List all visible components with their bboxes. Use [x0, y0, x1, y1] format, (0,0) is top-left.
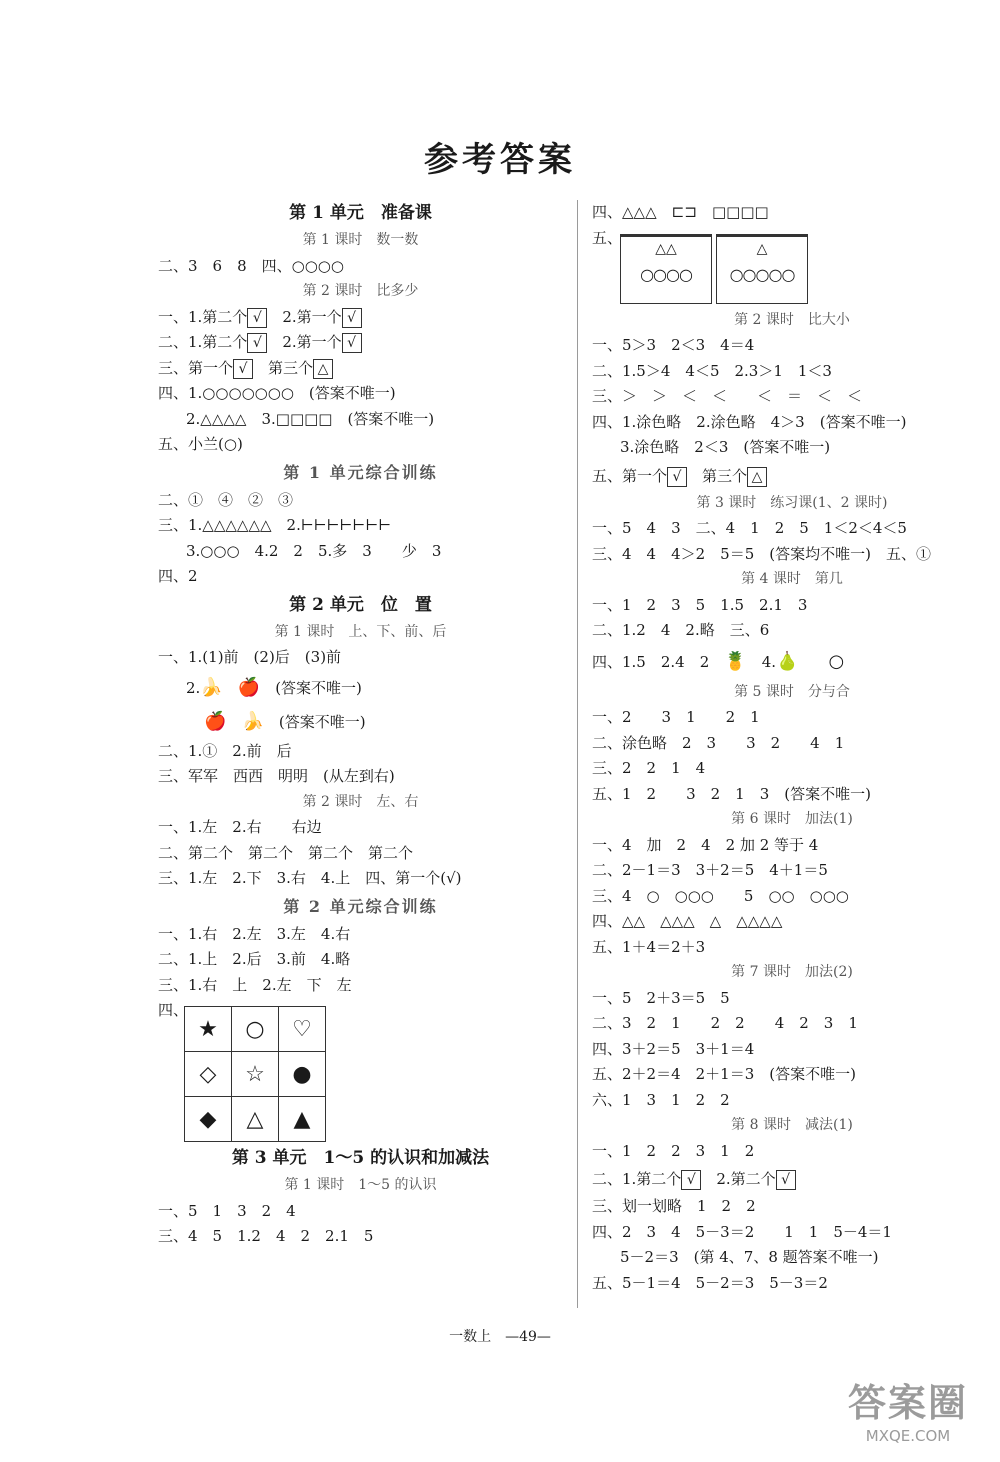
apple-icon: 🍎 — [204, 710, 227, 732]
check-box: √ — [342, 333, 362, 353]
answer-line: 四、3＋2＝5 3＋1＝4 — [592, 1039, 755, 1058]
check-box: √ — [342, 308, 362, 328]
grid-cell: ♡ — [279, 1007, 326, 1052]
triangle-box: △ — [313, 359, 333, 379]
answer-line: 二、3 6 8 四、○○○○ — [158, 256, 344, 275]
basket-triangles: △ — [756, 240, 768, 257]
grid-cell: ☆ — [232, 1052, 279, 1097]
answer-line: 三、军军 西西 明明 (从左到右) — [158, 767, 395, 785]
lesson-heading: 第 2 课时 比大小 — [734, 311, 850, 328]
answer-line — [592, 461, 992, 491]
check-box: √ — [776, 1170, 796, 1190]
answer-text: 四、1.5 2.4 2 — [592, 652, 710, 671]
answer-line: 五、1＋4＝2＋3 — [592, 937, 706, 956]
answer-line: 三、2 2 1 4 — [592, 759, 706, 777]
check-box: √ — [233, 359, 253, 379]
answer-line — [158, 330, 563, 356]
answer-text: 五、第一个 — [592, 466, 668, 485]
answer-text: 第三个 — [268, 358, 314, 377]
grid-cell: ◆ — [185, 1097, 232, 1142]
review-heading: 第 2 单元综合训练 — [283, 896, 438, 916]
answer-line — [158, 356, 563, 382]
answer-line: 二、1.5＞4 4＜5 2.3＞1 1＜3 — [592, 361, 832, 380]
pear-icon: 🍐 — [776, 650, 799, 672]
banana-icon: 🍌 — [200, 676, 223, 698]
answer-text: (答案不唯一) — [278, 712, 366, 731]
grid-cell: ● — [279, 1052, 326, 1097]
basket-circles: ○○○○○ — [729, 264, 795, 284]
answer-line — [158, 705, 563, 739]
shape-grid-row — [158, 998, 563, 1143]
answer-label: 五、 — [592, 228, 623, 247]
answer-text: 4. — [761, 652, 777, 671]
answer-line: 一、5 2＋3＝5 5 — [592, 988, 730, 1007]
basket-figure — [620, 234, 712, 304]
column-divider — [577, 200, 578, 1308]
answer-line — [592, 644, 992, 680]
answer-line: 三、＞ ＞ ＜ ＜ ＜ ＝ ＜ ＜ — [592, 387, 863, 405]
basket-circles: ○○○○ — [640, 264, 692, 284]
answer-line: 二、1.① 2.前 后 — [158, 741, 292, 760]
answer-line — [158, 305, 563, 331]
answer-line: 一、5 4 3 二、4 1 2 5 1＜2＜4＜5 — [592, 519, 907, 537]
answer-line: 一、2 3 1 2 1 — [592, 708, 760, 726]
grid-cell: ○ — [232, 1007, 279, 1052]
answer-text: 三、第一个 — [158, 358, 234, 377]
basket-figure — [716, 234, 808, 304]
answer-line: 四、2 3 4 5－3＝2 1 1 5－4＝1 — [592, 1222, 892, 1241]
answer-line: 四、2 — [158, 567, 198, 585]
lesson-heading: 第 4 课时 第几 — [741, 571, 843, 587]
check-box: √ — [247, 308, 267, 328]
answer-line: 二、2－1＝3 3＋2＝5 4＋1＝5 — [592, 861, 828, 879]
lesson-heading: 第 1 课时 上、下、前、后 — [274, 623, 447, 640]
answer-text: 第三个 — [702, 466, 748, 485]
right-column — [592, 200, 992, 1296]
answer-line: 三、4 4 4＞2 5＝5 (答案均不唯一) 五、① — [592, 544, 931, 563]
page-title: 参考答案 — [424, 140, 576, 180]
triangle-box: △ — [747, 467, 767, 487]
answer-text: 一、1.第二个 — [158, 307, 248, 326]
answer-line: 3.涂色略 2＜3 (答案不唯一) — [620, 438, 831, 456]
watermark-logo — [838, 1372, 978, 1445]
grid-cell: ★ — [185, 1007, 232, 1052]
lesson-heading: 第 7 课时 加法(2) — [731, 964, 853, 980]
lesson-heading: 第 1 课时 1～5 的认识 — [284, 1177, 437, 1193]
answer-text: 2.第一个 — [282, 307, 342, 326]
grid-cell: ◇ — [185, 1052, 232, 1097]
answer-line: 一、4 加 2 4 2 加 2 等于 4 — [592, 835, 819, 854]
lesson-heading: 第 5 课时 分与合 — [734, 683, 850, 700]
lesson-heading: 第 1 课时 数一数 — [302, 232, 419, 248]
check-box: √ — [247, 333, 267, 353]
answer-line — [592, 1164, 992, 1194]
answer-text: 2.第一个 — [282, 333, 342, 351]
apple-icon: 🍎 — [237, 676, 261, 698]
lesson-heading: 第 8 课时 减法(1) — [731, 1117, 853, 1133]
answer-text: 二、1.第二个 — [158, 333, 248, 351]
lesson-heading: 第 6 课时 加法(1) — [731, 811, 853, 827]
answer-line: 四、△△△ ⊏⊐ □□□□ — [592, 203, 769, 221]
answer-line: 3.○○○ 4.2 2 5.多 3 少 3 — [186, 541, 442, 560]
answer-line: 二、1.上 2.后 3.前 4.略 — [158, 950, 351, 968]
answer-line: 六、1 3 1 2 2 — [592, 1090, 730, 1109]
answer-line: 一、5 1 3 2 4 — [158, 1201, 296, 1220]
lesson-heading: 第 2 课时 左、右 — [302, 793, 419, 810]
grid-cell: ▲ — [279, 1097, 326, 1142]
answer-line: 三、1.左 2.下 3.右 4.上 四、第一个(√) — [158, 869, 462, 887]
watermark-url: MXQE.COM — [865, 1427, 951, 1445]
answer-line: 二、3 2 1 2 2 4 2 3 1 — [592, 1014, 858, 1032]
lesson-heading: 第 2 课时 比多少 — [302, 283, 419, 299]
basket-row — [592, 226, 992, 308]
banana-icon: 🍌 — [241, 710, 264, 732]
answer-line: 一、5＞3 2＜3 4＝4 — [592, 336, 755, 354]
answer-line: 五、小兰(○) — [158, 435, 243, 453]
answer-label: 四、 — [158, 1001, 189, 1019]
answer-line: 三、划一划略 1 2 2 — [592, 1197, 756, 1215]
unit-2-heading: 第 2 单元 位 置 — [289, 594, 432, 615]
answer-line: 二、涂色略 2 3 3 2 4 1 — [592, 733, 845, 752]
check-box: √ — [667, 467, 687, 487]
unit-3-heading: 第 3 单元 1～5 的认识和加减法 — [231, 1148, 490, 1168]
answer-line: 五、2＋2＝4 2＋1＝3 (答案不唯一) — [592, 1065, 856, 1083]
lesson-heading: 第 3 课时 练习课(1、2 课时) — [696, 494, 888, 511]
answer-line: 2.△△△△ 3.□□□□ (答案不唯一) — [186, 409, 435, 428]
answer-line: 二、① ④ ② ③ — [158, 490, 294, 509]
answer-text: (答案不唯一) — [275, 678, 362, 697]
review-heading: 第 1 单元综合训练 — [283, 462, 438, 482]
answer-line: 四、△△ △△△ △ △△△△ — [592, 912, 783, 930]
shape-grid — [184, 1006, 326, 1142]
answer-line: 三、4 ○ ○○○ 5 ○○ ○○○ — [592, 886, 849, 905]
check-box: √ — [681, 1170, 701, 1190]
answer-line: 5－2＝3 (第 4、7、8 题答案不唯一) — [620, 1248, 879, 1266]
answer-text: 2. — [186, 678, 201, 697]
answer-line: 三、1.△△△△△△ 2.⊢⊢⊢⊢⊢⊢⊢ — [158, 516, 392, 534]
pineapple-icon: 🍍 — [724, 650, 747, 672]
answer-line: 四、1.○○○○○○○ (答案不唯一) — [158, 384, 396, 402]
answer-line: 二、1.2 4 2.略 三、6 — [592, 621, 770, 639]
page-footer: 一数上 —49— — [449, 1329, 551, 1345]
answer-line: 一、1.右 2.左 3.左 4.右 — [158, 924, 351, 943]
answer-line: 一、1.左 2.右 右边 — [158, 818, 322, 836]
answer-line — [158, 671, 563, 705]
unit-1-heading: 第 1 单元 准备课 — [289, 203, 432, 223]
basket-triangles: △△ — [655, 240, 677, 257]
answer-line: 一、1.(1)前 (2)后 (3)前 — [158, 648, 342, 666]
answer-text: 2.第二个 — [716, 1170, 776, 1188]
answer-line: 二、第二个 第二个 第二个 第二个 — [158, 843, 414, 862]
answer-line: 五、5－1＝4 5－2＝3 5－3＝2 — [592, 1273, 828, 1292]
answer-line: 一、1 2 2 3 1 2 — [592, 1141, 755, 1160]
orange-icon: ○ — [828, 650, 845, 672]
answer-line: 四、1.涂色略 2.涂色略 4＞3 (答案不唯一) — [592, 412, 907, 431]
answer-line: 三、1.右 上 2.左 下 左 — [158, 975, 352, 994]
left-column — [158, 198, 563, 1250]
answer-text: 二、1.第二个 — [592, 1170, 682, 1188]
grid-cell: △ — [232, 1097, 279, 1142]
watermark-text: 答案圈 — [847, 1380, 968, 1425]
answer-line: 一、1 2 3 5 1.5 2.1 3 — [592, 595, 808, 614]
answer-line: 五、1 2 3 2 1 3 (答案不唯一) — [592, 784, 871, 803]
answer-line: 三、4 5 1.2 4 2 2.1 5 — [158, 1227, 374, 1245]
